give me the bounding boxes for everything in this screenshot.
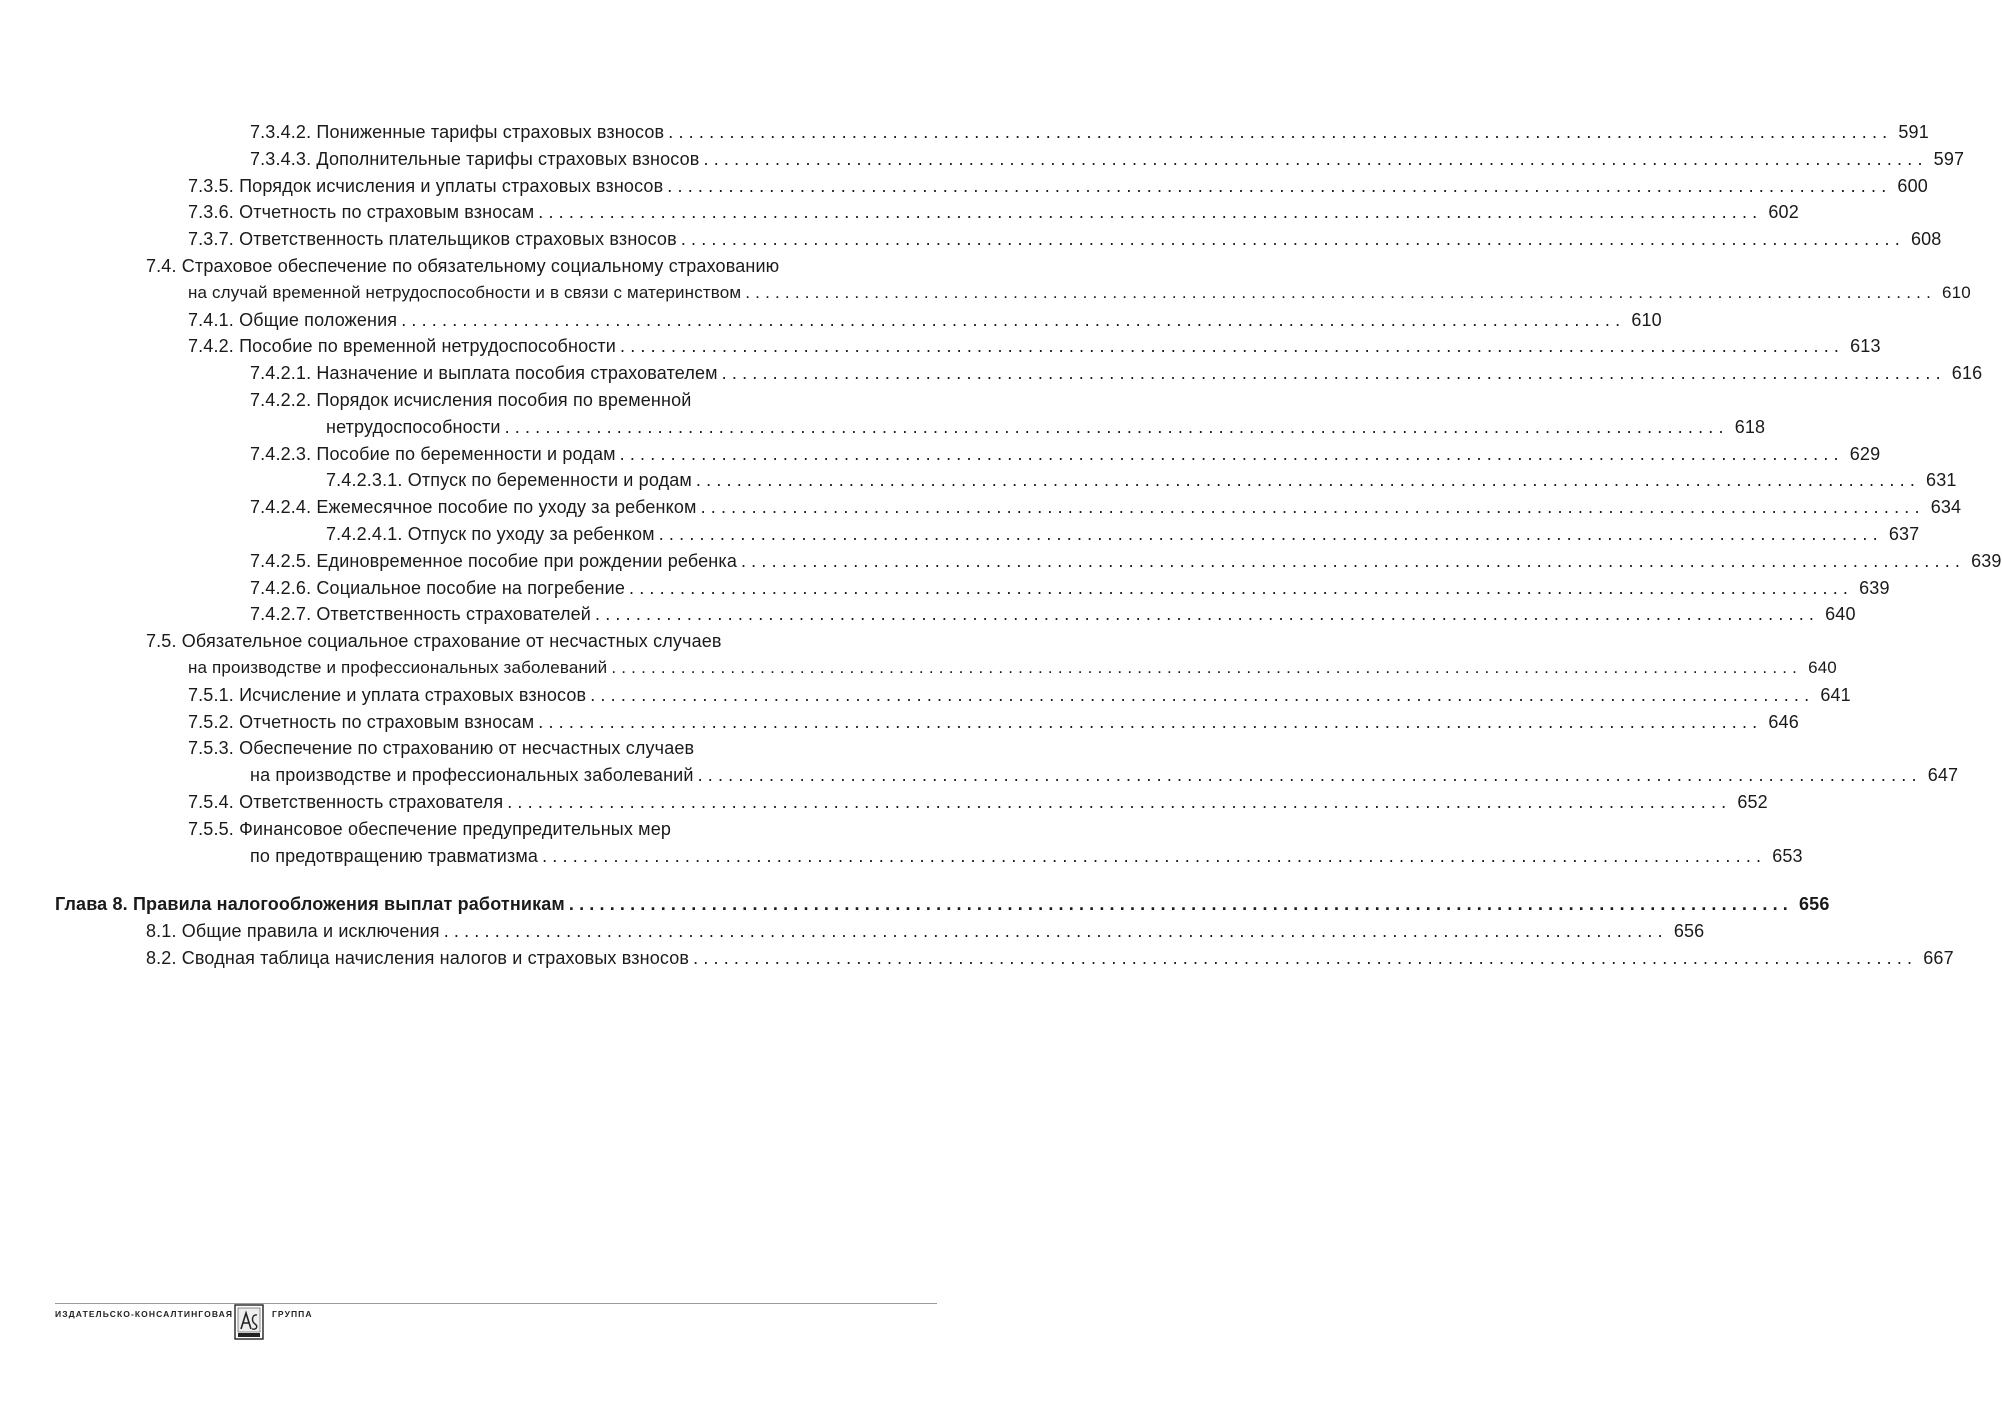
- toc-entry-title: на производстве и профессиональных заболеваний: [250, 765, 694, 786]
- toc-leader-dots: ........................................................................................................................: [658, 523, 1883, 544]
- toc-entry: [188, 173, 1928, 200]
- toc-leader-dots: ........................................................................................................................: [745, 282, 1936, 302]
- toc-entry-title: 7.4.2.4. Ежемесячное пособие по уходу за ребенком: [250, 497, 697, 518]
- toc-entry: [188, 226, 1942, 253]
- toc-entry: [250, 494, 1962, 521]
- footer-divider: [55, 1303, 937, 1304]
- toc-leader-dots: ........................................................................................................................: [590, 684, 1815, 705]
- toc-entry-title: 7.4.2.1. Назначение и выплата пособия страхователем: [250, 363, 718, 384]
- toc-leader-dots: ........................................................................................................................: [401, 309, 1626, 330]
- toc-page-number: 634: [1930, 497, 1962, 518]
- toc-entry-title: на производстве и профессиональных заболеваний: [188, 657, 608, 677]
- toc-entry-title: 7.4.2. Пособие по временной нетрудоспособности: [188, 336, 617, 357]
- toc-entry: [146, 918, 1705, 945]
- toc-leader-dots: ........................................................................................................................: [740, 550, 1966, 571]
- toc-leader-dots: ........................................................................................................................: [697, 765, 1922, 786]
- toc-page-number: 610: [1942, 282, 1971, 302]
- toc-leader-dots: ........................................................................................................................: [721, 363, 1946, 384]
- toc-entry-title: 7.3.4.3. Дополнительные тарифы страховых взносов: [250, 148, 700, 169]
- toc-page-number: 600: [1897, 175, 1928, 196]
- toc-entry: [326, 521, 1920, 548]
- toc-entry-title: 7.4.2.3.1. Отпуск по беременности и родам: [326, 470, 692, 491]
- toc-entry: [188, 655, 1837, 682]
- toc-leader-dots: ........................................................................................................................: [703, 148, 1928, 169]
- toc-entry: [250, 548, 2002, 575]
- toc-leader-dots: ........................................................................................................................: [542, 845, 1767, 866]
- toc-leader-dots: ........................................................................................................................: [538, 711, 1763, 732]
- toc-entry-title: 7.4.2.7. Ответственность страхователей: [250, 604, 592, 625]
- toc-entry-title: 7.5. Обязательное социальное страхование от несчастных случаев: [146, 631, 722, 652]
- toc-leader-dots: ........................................................................................................................: [700, 497, 1925, 518]
- toc-entry-title: 7.4.2.2. Порядок исчисления пособия по временной: [250, 389, 692, 410]
- toc-entry-title: 7.3.5. Порядок исчисления и уплаты страховых взносов: [188, 175, 664, 196]
- toc-entry: [188, 789, 1768, 816]
- toc-leader-dots: ........................................................................................................................: [443, 921, 1668, 942]
- toc-entry: [250, 575, 1890, 602]
- table-of-contents: [0, 119, 2002, 972]
- toc-page-number: 616: [1951, 363, 1983, 384]
- toc-entry: [250, 843, 1803, 870]
- toc-page-number: 656: [1673, 921, 1705, 942]
- toc-entry-title: 7.4.2.5. Единовременное пособие при рождении ребенка: [250, 550, 737, 571]
- toc-entry: [188, 333, 1881, 360]
- toc-page-number: 639: [1859, 577, 1890, 598]
- toc-entry-title: 7.5.4. Ответственность страхователя: [188, 791, 504, 812]
- toc-entry: [188, 709, 1799, 736]
- toc-leader-dots: ........................................................................................................................: [619, 443, 1844, 464]
- toc-leader-dots: ........................................................................................................................: [695, 470, 1921, 491]
- toc-entry-title: 7.4.1. Общие положения: [188, 309, 398, 330]
- toc-entry: [188, 816, 937, 843]
- toc-entry-title: 7.5.5. Финансовое обеспечение предупредительных мер: [188, 818, 672, 839]
- toc-entry-title: 7.5.2. Отчетность по страховым взносам: [188, 711, 535, 732]
- toc-entry: [146, 628, 937, 655]
- toc-leader-dots: ........................................................................................................................: [595, 604, 1820, 625]
- toc-page-number: 652: [1737, 791, 1768, 812]
- toc-page-number: 613: [1850, 336, 1881, 357]
- toc-entry: [326, 467, 1957, 494]
- toc-entry-title: по предотвращению травматизма: [250, 845, 539, 866]
- toc-entry: [250, 146, 1965, 173]
- toc-entry-title: Глава 8. Правила налогообложения выплат работникам: [55, 894, 565, 915]
- toc-leader-dots: ........................................................................................................................: [668, 122, 1893, 142]
- toc-page-number: 629: [1849, 443, 1881, 464]
- toc-entry: [250, 119, 1929, 146]
- toc-page-number: 639: [1971, 550, 2002, 571]
- toc-entry: [326, 414, 1766, 441]
- toc-entry-title: 8.2. Сводная таблица начисления налогов и страховых взносов: [146, 947, 690, 968]
- toc-entry-title: 7.3.7. Ответственность плательщиков страховых взносов: [188, 229, 677, 250]
- toc-page-number: 646: [1768, 711, 1799, 732]
- toc-page-number: 640: [1825, 604, 1856, 625]
- toc-leader-dots: ........................................................................................................................: [538, 202, 1763, 223]
- toc-entry: [250, 762, 1959, 789]
- toc-leader-dots: ........................................................................................................................: [504, 416, 1729, 437]
- toc-entry-title: 7.3.6. Отчетность по страховым взносам: [188, 202, 535, 223]
- toc-entry-title: 7.4. Страховое обеспечение по обязательному социальному страхованию: [146, 255, 780, 276]
- toc-entry-title: 7.3.4.2. Пониженные тарифы страховых взносов: [250, 122, 665, 142]
- toc-chapter-entry: [55, 891, 1830, 918]
- publisher-name-right: ГРУППА: [272, 1309, 313, 1319]
- toc-entry: [250, 441, 1881, 468]
- toc-page-number: 637: [1888, 523, 1920, 544]
- toc-entry-title: 7.5.3. Обеспечение по страхованию от несчастных случаев: [188, 738, 695, 759]
- toc-entry: [146, 253, 937, 280]
- toc-page-number: 647: [1927, 765, 1959, 786]
- toc-entry: [188, 307, 1662, 334]
- toc-entry: [146, 945, 1954, 972]
- publisher-logo-icon: [231, 1303, 267, 1341]
- toc-page-number: 608: [1910, 229, 1942, 250]
- toc-page-number: 610: [1631, 309, 1662, 330]
- toc-entry: [250, 601, 1856, 628]
- toc-entry-title: нетрудоспособности: [326, 416, 501, 437]
- toc-entry: [188, 735, 937, 762]
- toc-entry: [188, 682, 1851, 709]
- toc-page-number: 640: [1808, 657, 1837, 677]
- toc-leader-dots: ........................................................................................................................: [693, 947, 1918, 968]
- publisher-name-left: ИЗДАТЕЛЬСКО-КОНСАЛТИНГОВАЯ: [55, 1309, 234, 1319]
- toc-page-number: 631: [1926, 470, 1957, 491]
- toc-entry-title: 7.5.1. Исчисление и уплата страховых взносов: [188, 684, 587, 705]
- toc-page-number: 618: [1734, 416, 1766, 437]
- toc-leader-dots: ........................................................................................................................: [667, 175, 1892, 196]
- toc-entry-title: 8.1. Общие правила и исключения: [146, 921, 440, 942]
- toc-leader-dots: ........................................................................................................................: [620, 336, 1845, 357]
- toc-page-number: 641: [1820, 684, 1851, 705]
- toc-page-number: 591: [1898, 122, 1929, 142]
- toc-page-number: 667: [1923, 947, 1954, 968]
- toc-entry-title: 7.4.2.4.1. Отпуск по уходу за ребенком: [326, 523, 655, 544]
- toc-page-number: 597: [1933, 148, 1965, 169]
- toc-entry: [188, 280, 1971, 307]
- toc-page-number: 602: [1768, 202, 1799, 223]
- toc-entry-title: 7.4.2.6. Социальное пособие на погребение: [250, 577, 625, 598]
- toc-leader-dots: ........................................................................................................................: [611, 657, 1803, 677]
- toc-entry: [250, 360, 1983, 387]
- toc-leader-dots: ........................................................................................................................: [680, 229, 1905, 250]
- toc-leader-dots: ........................................................................................................................: [629, 577, 1854, 598]
- toc-entry-title: 7.4.2.3. Пособие по беременности и родам: [250, 443, 616, 464]
- toc-entry: [188, 199, 1799, 226]
- toc-page-number: 656: [1799, 894, 1830, 915]
- toc-entry-title: на случай временной нетрудоспособности и в связи с материнством: [188, 282, 742, 302]
- toc-leader-dots: ........................................................................................................................: [568, 894, 1794, 915]
- toc-leader-dots: ........................................................................................................................: [507, 791, 1732, 812]
- toc-entry: [250, 387, 937, 414]
- toc-page-number: 653: [1772, 845, 1803, 866]
